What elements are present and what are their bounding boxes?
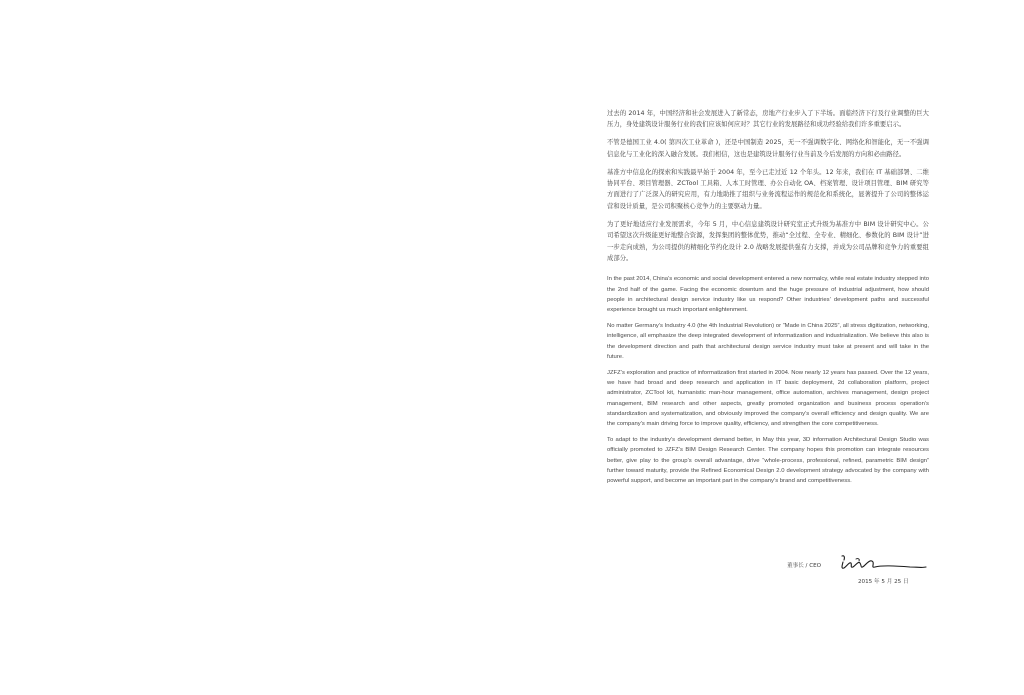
english-paragraph: In the past 2014, China’s economic and social development entered a new normalcy, while real estate industry stepped into the 2nd half of the game. Facing the economic downturn and the huge pressure of industrial adjustment, how should people in architectural design service industry like us respond? Other industries’ development paths and successful experience brought us much important enlightenment.	[607, 276, 929, 313]
english-text-block	[607, 274, 929, 486]
english-paragraph: No matter Germany’s Industry 4.0 (the 4th Industrial Revolution) or “Made in China 2025”, all stress digitization, networking, intelligence, all emphasize the deep integrated development of informatization and industrialization. We believe this also is the development direction and path that architectural design service industry must take at present and will take in the future.	[607, 323, 929, 360]
chinese-paragraph: 为了更好地适应行业发展需求，今年 5 月，中心信息建筑设计研究室正式升级为基准方中 BIM 设计研究中心。公司希望这次升级能更好地整合资源，发挥集团的整体优势，推动“全过程、全专业、精细化、参数化的 BIM 设计”进一步走向成熟，为公司提供的精细化节约化设计 2.0 战略发展提供强有力支撑，并成为公司品牌和竞争力的重要组成部分。	[607, 220, 929, 262]
handwritten-signature	[838, 553, 928, 577]
chinese-paragraph: 不管是德国工业 4.0( 第四次工业革命 )，还是中国制造 2025，无一不强调数字化、网络化和智能化，无一不强调信息化与工业化的深入融合发展。我们相信，这也是建筑设计服务行业当前及今后发展的方向和必由路径。	[607, 139, 929, 158]
signature-block	[770, 553, 940, 593]
signature-date: 2015 年 5 月 25 日	[858, 579, 909, 585]
chinese-text-block	[607, 108, 929, 264]
letter-column	[607, 108, 929, 492]
chinese-paragraph: 过去的 2014 年，中国经济和社会发展进入了新常态，房地产行业步入了下半场。面临经济下行及行业调整的巨大压力，身处建筑设计服务行业的我们应该如何应对？其它行业的发展路径和成功经验给我们许多重要启示。	[607, 110, 929, 129]
chinese-paragraph: 基准方中信息化的探索和实践最早始于 2004 年，至今已走过近 12 个年头。12 年来，我们在 IT 基础部署、二维协同平台、项目管理器、ZCTool 工具箱、人本工时管理、办公自动化 OA、档案管理、设计项目管理、BIM 研究等方面进行了广泛深入的研究应用，有力地助推了组织与业务流程运作的规范化和系统化，显著提升了公司的整体运营和设计质量，是公司积聚核心竞争力的主要驱动力量。	[607, 168, 929, 210]
english-paragraph: JZFZ’s exploration and practice of informatization first started in 2004. Now nearly 12 years has passed. Over the 12 years, we have had broad and deep research and application in IT basic deployment, 2d collaboration platform, project administrator, ZCTool kit, humanistic man-hour management, office automation, archives management, design project management, BIM research and other aspects, greatly promoted organization and business process operation’s standardization and systematization, and obviously improved the company’s overall efficiency and design quality. We are the company’s main driving force to improve quality, efficiency, and strengthen the core competitiveness.	[607, 370, 929, 428]
signature-title: 董事长 / CEO	[787, 563, 822, 569]
english-paragraph: To adapt to the industry’s development demand better, in May this year, 3D information Architectural Design Studio was officially promoted to JZFZ’s BIM Design Research Center. The company hopes this promotion can integrate resources better, give play to the group’s overall advantage, drive “whole-process, professional, refined, parametric BIM design” further toward maturity, provide the Refined Economical Design 2.0 development strategy advocated by the company with powerful support, and become an important part in the company’s brand and competitiveness.	[607, 437, 929, 485]
